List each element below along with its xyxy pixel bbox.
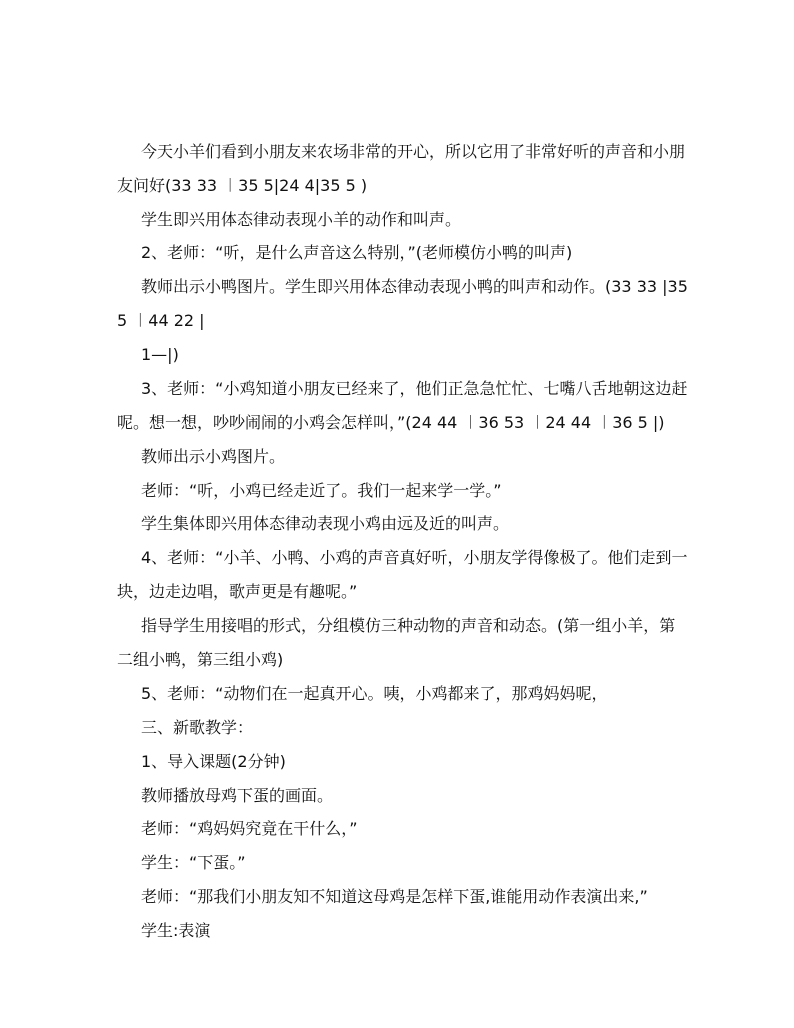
body-text-line: 学生：“下蛋。”	[141, 853, 246, 872]
body-text-line: 2、老师：“听，是什么声音这么特别，”(老师模仿小鸭的叫声)	[141, 243, 573, 262]
body-text-line: 3、老师：“小鸡知道小朋友已经来了，他们正急急忙忙、七嘴八舌地朝这边赶	[141, 379, 688, 398]
body-text-line: 三、新歌教学：	[141, 718, 254, 737]
body-text-line: 指导学生用接唱的形式，分组模仿三种动物的声音和动态。(第一组小羊，第	[141, 616, 676, 635]
body-text-line: 教师出示小鸡图片。	[141, 447, 286, 466]
body-text-line: 教师出示小鸭图片。学生即兴用体态律动表现小鸭的叫声和动作。(33 33 |35	[141, 277, 688, 296]
body-text-line: 块，边走边唱，歌声更是有趣呢。”	[117, 582, 358, 601]
body-text-line: 今天小羊们看到小朋友来农场非常的开心，所以它用了非常好听的声音和小朋	[141, 142, 686, 161]
body-text-line: 学生集体即兴用体态律动表现小鸡由远及近的叫声。	[141, 514, 510, 533]
body-text-line: 教师播放母鸡下蛋的画面。	[141, 786, 334, 805]
body-text-line: 1—|)	[141, 345, 179, 364]
body-text-line: 4、老师：“小羊、小鸭、小鸡的声音真好听，小朋友学得像极了。他们走到一	[141, 548, 688, 567]
body-text-line: 学生:表演	[141, 921, 211, 940]
body-text-line: 呢。想一想，吵吵闹闹的小鸡会怎样叫，”(24 44 ︱36 53 ︱24 44 ︱36 5 |)	[117, 413, 665, 432]
body-text-line: 5、老师：“动物们在一起真开心。咦，小鸡都来了，那鸡妈妈呢，	[141, 684, 608, 703]
body-text-line: 老师：“那我们小朋友知不知道这母鸡是怎样下蛋,谁能用动作表演出来,”	[141, 887, 648, 906]
body-text-line: 友问好(33 33 ︱35 5|24 4|35 5 )	[117, 176, 368, 195]
body-text-line: 老师：“听，小鸡已经走近了。我们一起来学一学。”	[141, 481, 502, 500]
body-text-line: 1、导入课题(2分钟)	[141, 752, 286, 771]
body-text-line: 老师：“鸡妈妈究竟在干什么，”	[141, 819, 358, 838]
body-text-line: 学生即兴用体态律动表现小羊的动作和叫声。	[141, 210, 462, 229]
body-text-line: 二组小鸭，第三组小鸡)	[117, 650, 284, 669]
body-text-line: 5 ︱44 22 |	[117, 311, 205, 330]
